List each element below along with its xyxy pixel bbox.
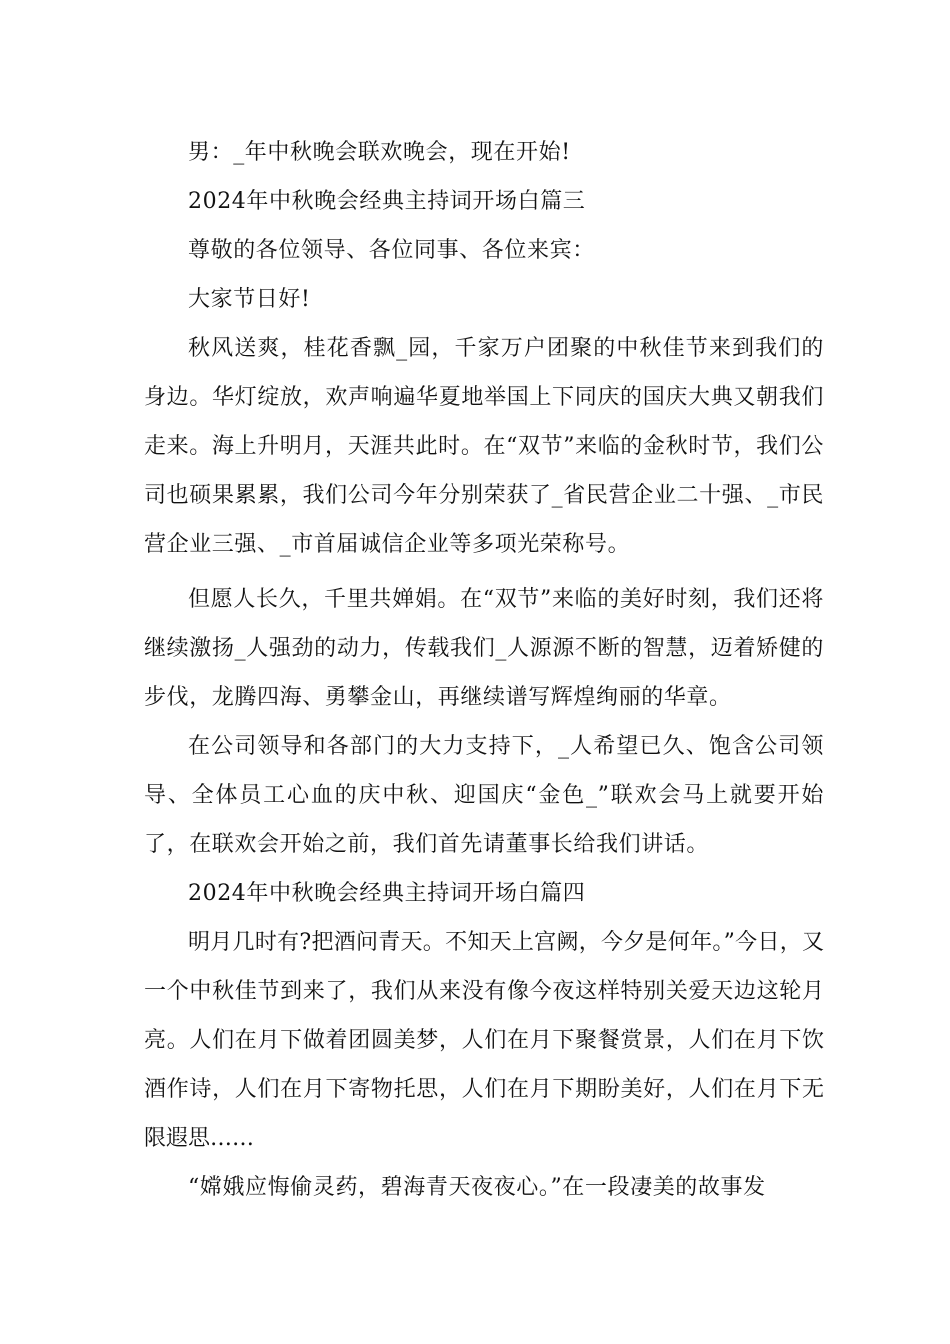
paragraph-opening-line: 男：_年中秋晚会联欢晚会，现在开始! xyxy=(188,140,571,165)
paragraph-company-support: 在公司领导和各部门的大力支持下，_人希望已久、饱含公司领导、全体员工心血的庆中秋、迎国庆“金色_”联欢会马上就要开始了，在联欢会开始之前，我们首先请董事长给我们讲话。 xyxy=(144,734,824,857)
paragraph-bright-moon: 明月几时有?把酒问青天。不知天上宫阙，今夕是何年。”今日，又一个中秋佳节到来了，我们从来没有像今夜这样特别关爱天边这轮月亮。人们在月下做着团圆美梦，人们在月下聚餐赏景，人们在月下饮酒作诗，人们在月下寄物托思，人们在月下期盼美好，人们在月下无限遐思…… xyxy=(144,930,824,1151)
paragraph-greeting: 尊敬的各位领导、各位同事、各位来宾： xyxy=(188,238,595,263)
paragraph-autumn-breeze: 秋风送爽，桂花香飘_园，千家万户团聚的中秋佳节来到我们的身边。华灯绽放，欢声响遍华夏地举国上下同庆的国庆大典又朝我们走来。海上升明月，天涯共此时。在“双节”来临的金秋时节，我们公司也硕果累累，我们公司今年分别荣获了_省民营企业二十强、_市民营企业三强、_市首届诚信企业等多项光荣称号。 xyxy=(144,336,824,557)
section-heading-four: 2024年中秋晚会经典主持词开场白篇四 xyxy=(188,881,586,906)
paragraph-holiday-wish: 大家节日好! xyxy=(188,287,311,312)
paragraph-change-e: “嫦娥应悔偷灵药，碧海青天夜夜心。”在一段凄美的故事发 xyxy=(188,1175,766,1200)
paragraph-long-life: 但愿人长久，千里共婵娟。在“双节”来临的美好时刻，我们还将继续激扬_人强劲的动力，传载我们_人源源不断的智慧，迈着矫健的步伐，龙腾四海、勇攀金山，再继续谱写辉煌绚丽的华章。 xyxy=(144,587,824,710)
section-heading-three: 2024年中秋晚会经典主持词开场白篇三 xyxy=(188,189,586,214)
